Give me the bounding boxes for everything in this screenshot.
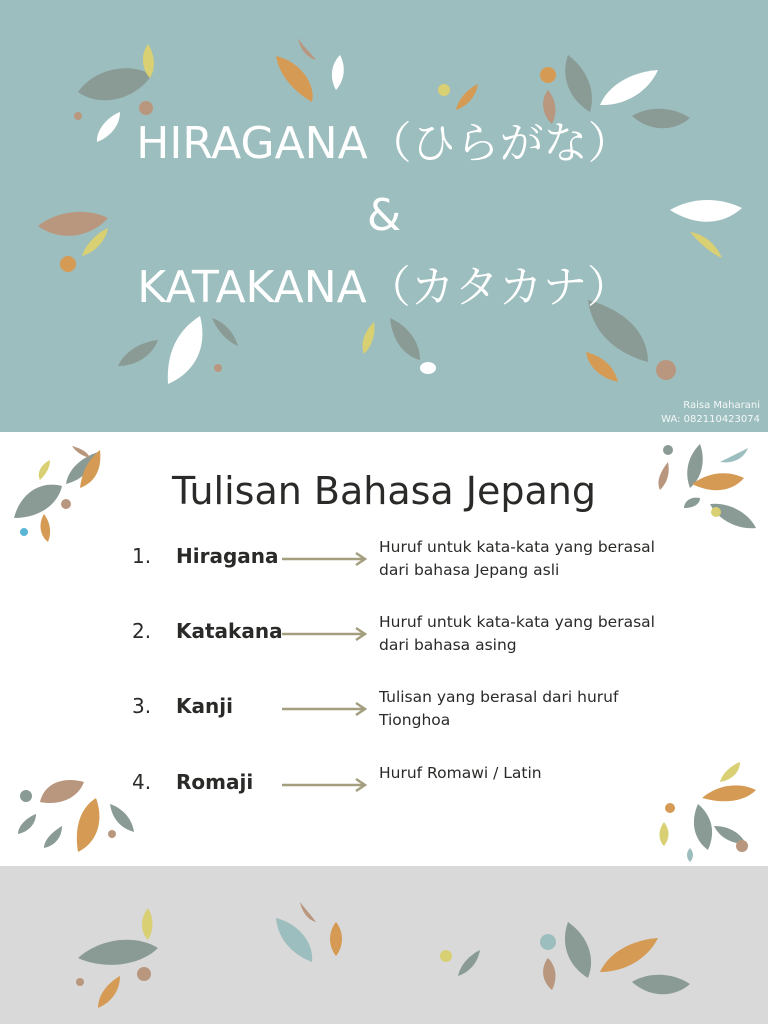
decorative-drops [0, 866, 768, 1024]
item-term: Romaji [176, 770, 254, 794]
item-number: 1. [132, 544, 152, 568]
author-contact: WA: 082110423074 [661, 414, 760, 425]
arrow-right-icon [282, 551, 368, 567]
item-description: Tulisan yang berasal dari huruf Tionghoa [379, 688, 619, 729]
list-item [0, 536, 768, 586]
arrow-right-icon [282, 701, 368, 717]
next-slide-preview [0, 866, 768, 1024]
title-hiragana: HIRAGANA（ひらがな） [136, 118, 632, 169]
arrow-right-icon [282, 626, 368, 642]
item-number: 4. [132, 770, 152, 794]
list-item [0, 762, 768, 812]
content-slide [0, 432, 768, 866]
list-item [0, 686, 768, 736]
main-title [0, 108, 768, 324]
list-item [0, 611, 768, 661]
title-katakana: KATAKANA（カタカナ） [137, 262, 631, 313]
item-number: 3. [132, 694, 152, 718]
item-term: Katakana [176, 619, 283, 643]
arrow-right-icon [282, 777, 368, 793]
item-description: Huruf untuk kata-kata yang berasal dari bahasa Jepang asli [379, 538, 655, 579]
title-slide [0, 0, 768, 432]
item-number: 2. [132, 619, 152, 643]
item-term: Kanji [176, 694, 233, 718]
item-description: Huruf untuk kata-kata yang berasal dari bahasa asing [379, 613, 655, 654]
item-term: Hiragana [176, 544, 279, 568]
item-description: Huruf Romawi / Latin [379, 764, 542, 782]
title-ampersand: & [366, 190, 402, 241]
author-name: Raisa Maharani [683, 400, 760, 411]
section-heading: Tulisan Bahasa Jepang [172, 469, 596, 513]
author-credit [661, 399, 760, 427]
